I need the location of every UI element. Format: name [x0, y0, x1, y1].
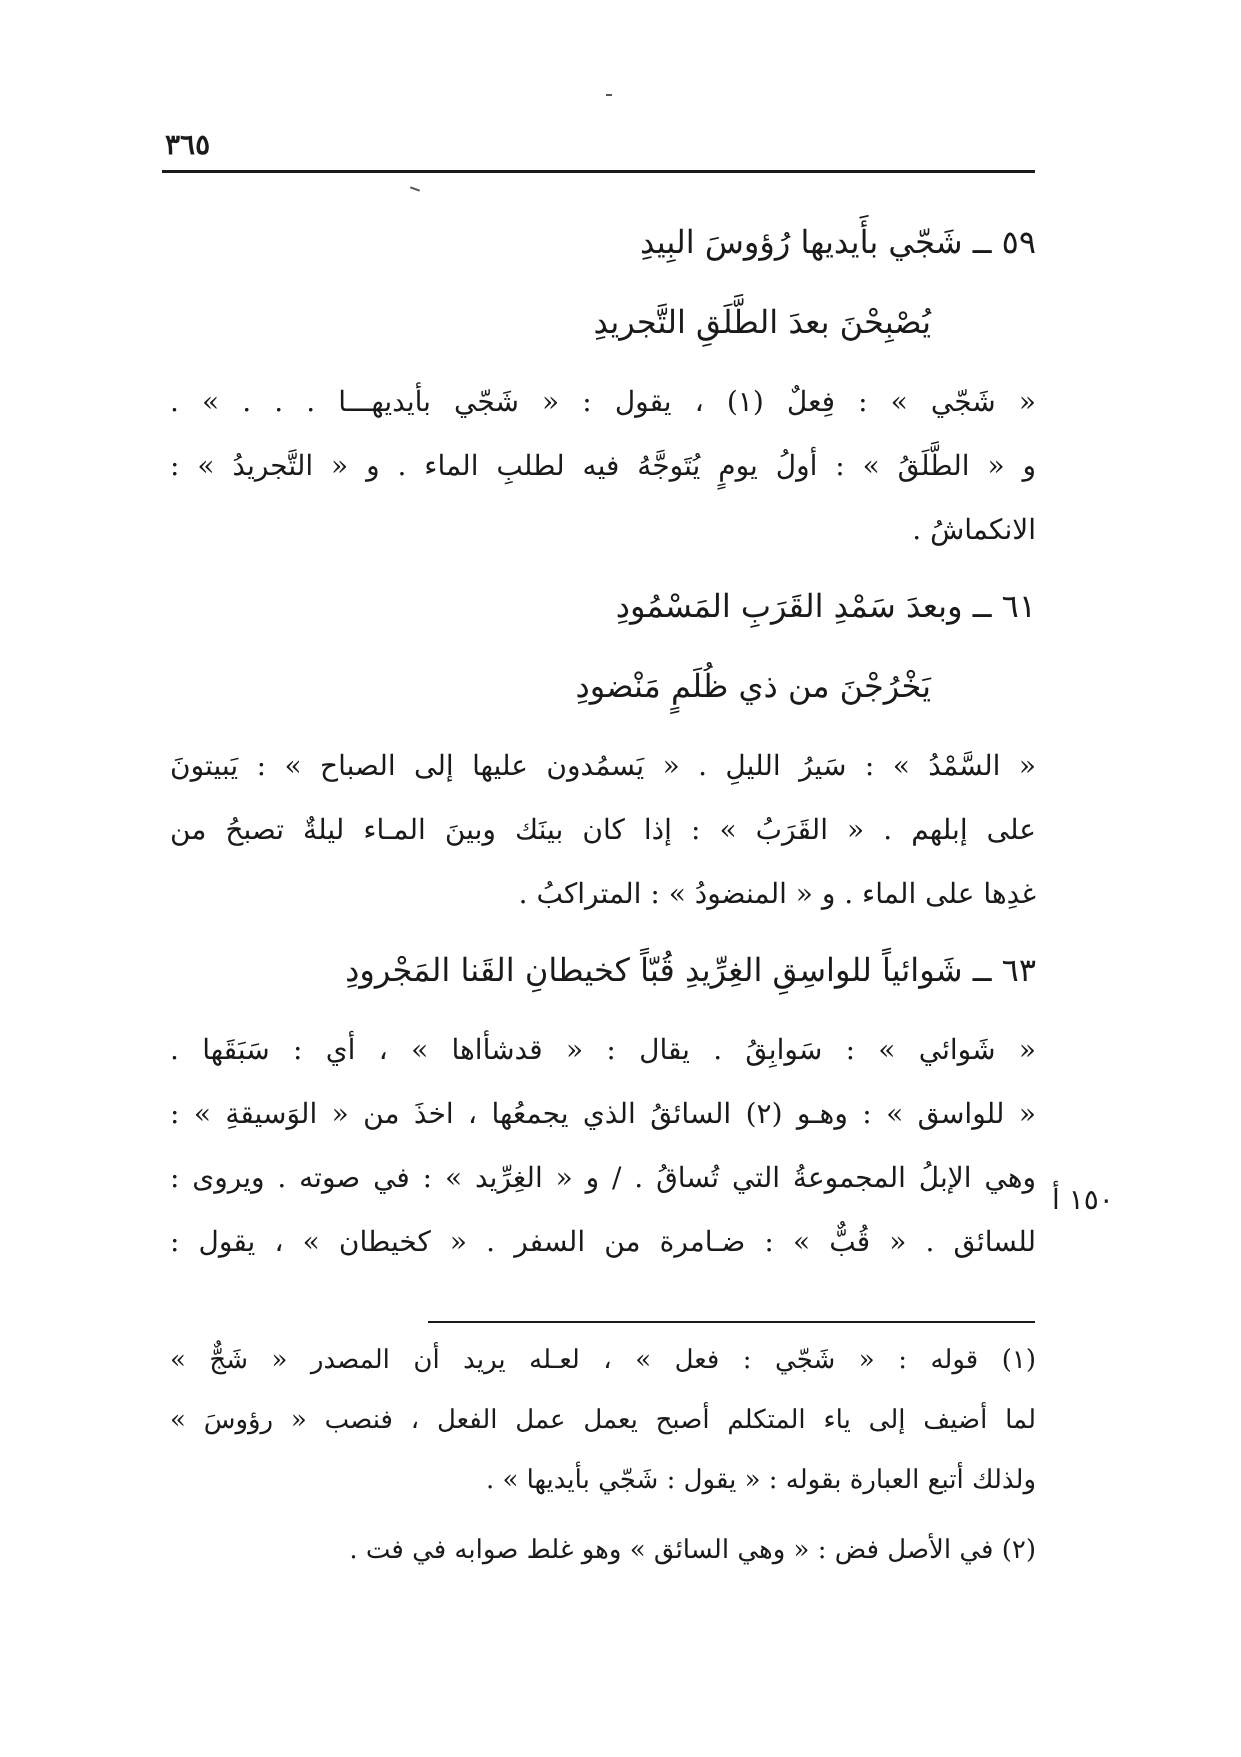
page-number: ٣٦٥ [165, 128, 211, 161]
verse-63: ٦٣ ــ شَوائياً للواسِقِ الغِرِّيدِ قُبّاً كخيطانِ القَنا المَجْرودِ [345, 951, 1036, 989]
commentary-line: غدِها على الماء . و « المنضودُ » : المتراكبُ . [518, 877, 1036, 910]
commentary-line: « للواسق » : وهـو (٢) السائقُ الذي يجمعُها ، اخذَ من « الوَسيقةِ » : [170, 1097, 1036, 1130]
verse-61-line1: ٦١ ــ وبعدَ سَمْدِ القَرَبِ المَسْمُودِ [615, 587, 1036, 625]
folio-margin-note: ١٥٠ أ [1052, 1183, 1114, 1216]
verse-61-line2: يَخْرُجْنَ من ذي ظُلَمٍ مَنْضودِ [575, 667, 931, 705]
footnote-1-line: لما أضيف إلى ياء المتكلم أصبح يعمل عمل الفعل ، فنصب « رؤوسَ » [170, 1405, 1036, 1435]
commentary-line: على إبلهم . « القَرَبُ » : إذا كان بينَك وبينَ المـاء ليلةٌ تصبحُ من [170, 813, 1036, 846]
commentary-line: « شَوائي » : سَوابِقُ . يقال : « قدشأاها » ، أي : سَبَقَها . [170, 1033, 1036, 1066]
footnote-rule [428, 1321, 1035, 1323]
commentary-line: « شَجّي » : فِعلٌ (١) ، يقول : « شَجّي بأيديهـــا . . . » . [170, 385, 1036, 418]
footnote-1-line: (١) قوله : « شَجّي : فعل » ، لعـله يريد أن المصدر « شَجٌّ » [170, 1345, 1036, 1375]
footnote-2: (٢) في الأصل فض : « وهي السائق » وهو غلط صوابه في فت . [349, 1535, 1036, 1565]
verse-59-line2: يُصْبِحْنَ بعدَ الطَّلَقِ التَّجريدِ [593, 303, 931, 341]
commentary-line: « السَّمْدُ » : سَيرُ الليلِ . « يَسمُدون عليها إلى الصباح » : يَبيتونَ [170, 749, 1036, 782]
commentary-line: وهي الإبلُ المجموعةُ التي تُساقُ . / و « الغِرِّيد » : في صوته . ويروى : [170, 1161, 1036, 1194]
scan-speck [606, 94, 612, 96]
commentary-line: الانكماشُ . [912, 513, 1036, 546]
scan-speck [410, 186, 420, 191]
commentary-line: و « الطَّلَقُ » : أولُ يومٍ يُتَوجَّهُ فيه لطلبِ الماء . و « التَّجريدُ » : [170, 449, 1036, 482]
verse-59-line1: ٥٩ ــ شَجّي بأَيديها رُؤوسَ البِيدِ [639, 223, 1036, 261]
commentary-line: للسائق . « قُبٌّ » : ضـامرة من السفر . « كخيطان » ، يقول : [170, 1225, 1036, 1258]
header-rule [162, 170, 1035, 173]
footnote-1-line: ولذلك أتبع العبارة بقوله : « يقول : شَجّي بأيديها » . [485, 1465, 1036, 1495]
